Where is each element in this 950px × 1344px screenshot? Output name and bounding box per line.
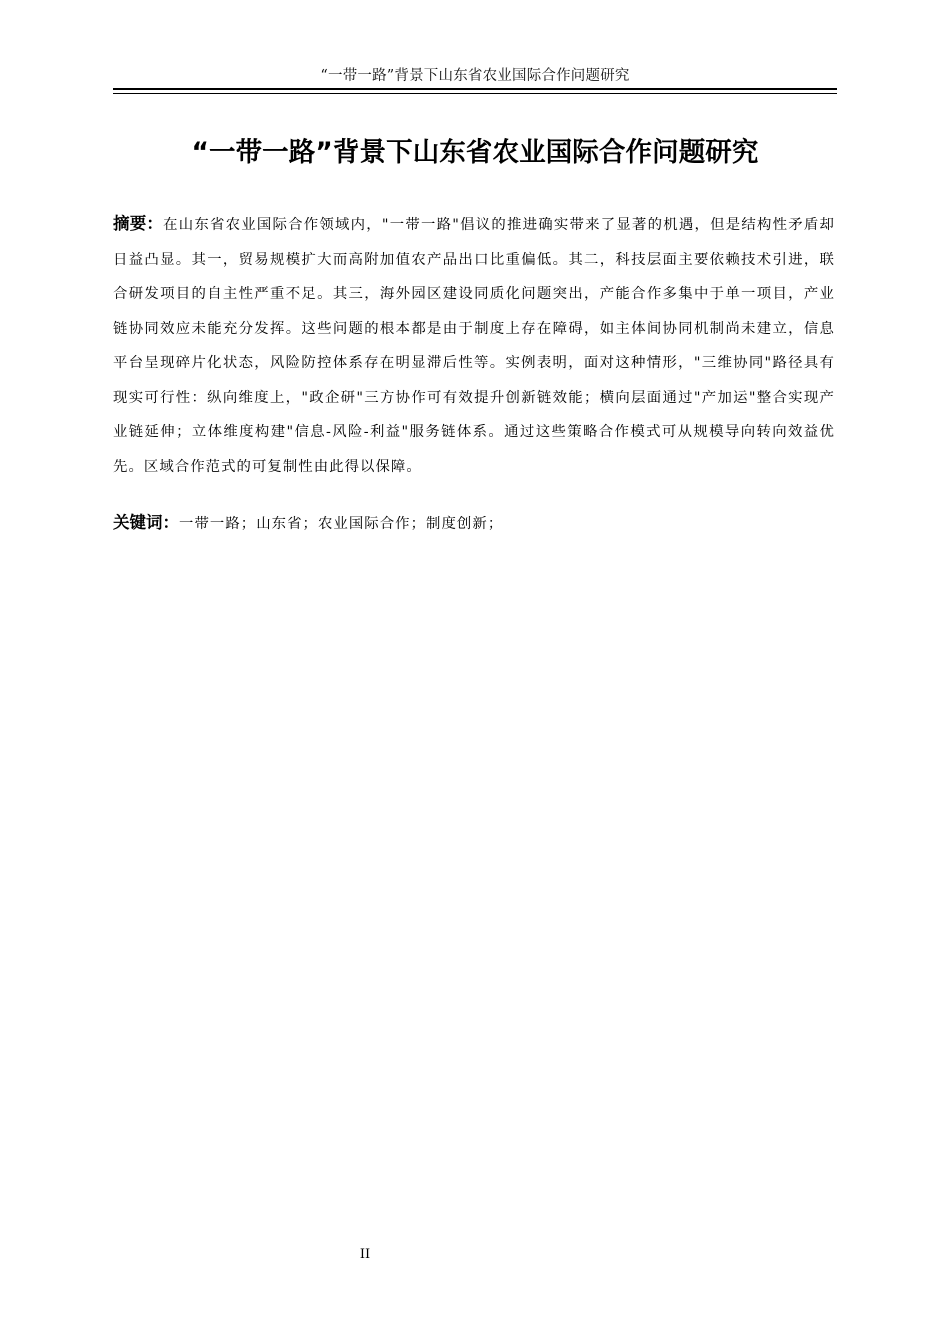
keywords-label: 关键词： (113, 513, 179, 532)
running-header-title: “一带一路”背景下山东省农业国际合作问题研究 (320, 68, 630, 84)
abstract-paragraph (113, 207, 835, 484)
abstract-label: 摘要： (113, 214, 164, 233)
header-divider-thin (113, 93, 837, 94)
abstract-text: 在山东省农业国际合作领域内，"一带一路"倡议的推进确实带来了显著的机遇，但是结构性矛盾却日益凸显。其一，贸易规模扩大而高附加值农产品出口比重偏低。其二，科技层面主要依赖技术引进，联合研发项目的自主性严重不足。其三，海外园区建设同质化问题突出，产能合作多集中于单一项目，产业链协同效应未能充分发挥。这些问题的根本都是由于制度上存在障碍，如主体间协同机制尚未建立，信息平台呈现碎片化状态，风险防控体系存在明显滞后性等。实例表明，面对这种情形，"三维协同"路径具有现实可行性：纵向维度上，"政企研"三方协作可有效提升创新链效能；横向层面通过"产加运"整合实现产业链延伸；立体维度构建"信息-风险-利益"服务链体系。通过这些策略合作模式可从规模导向转向效益优先。区域合作范式的可复制性由此得以保障。 (113, 217, 836, 475)
page-number: II (359, 1247, 371, 1262)
keywords-text: 一带一路；山东省；农业国际合作；制度创新； (179, 516, 504, 532)
document-title: “一带一路”背景下山东省农业国际合作问题研究 (191, 137, 759, 168)
header-divider-thick (113, 88, 837, 90)
keywords-paragraph (113, 506, 835, 541)
